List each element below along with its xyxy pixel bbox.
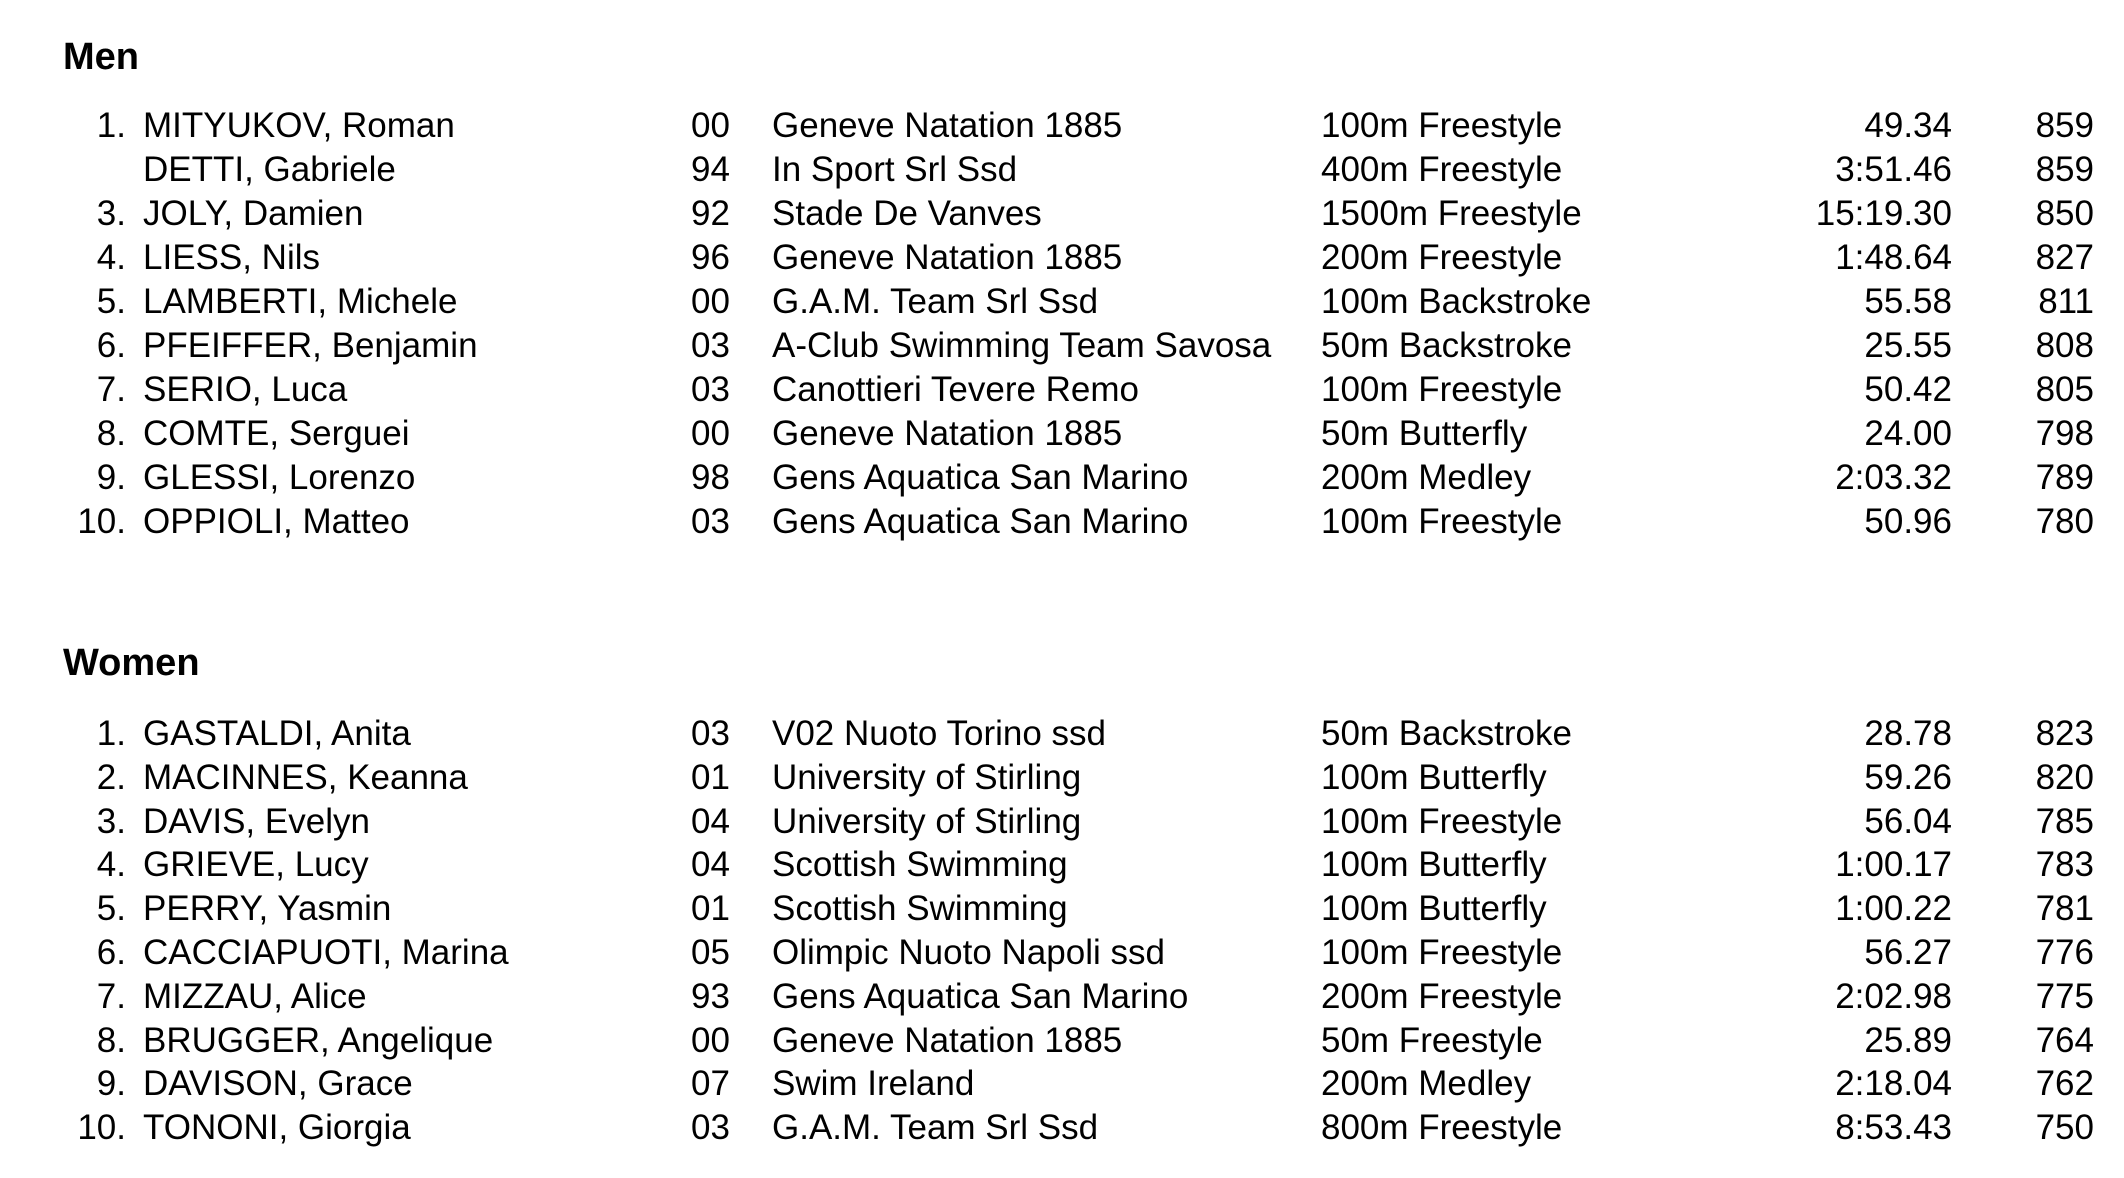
event-cell: 200m Freestyle	[1321, 976, 1563, 1016]
rank-cell: 6.	[96, 932, 126, 972]
points-cell: 820	[2035, 757, 2094, 797]
result-row	[0, 148, 2124, 192]
result-row	[0, 500, 2124, 544]
points-cell: 798	[2035, 414, 2094, 453]
points-cell: 805	[2035, 370, 2094, 409]
rank-cell: 9.	[96, 458, 126, 497]
swimmer-name-cell: DETTI, Gabriele	[143, 150, 396, 189]
swimmer-name-cell: GRIEVE, Lucy	[143, 845, 369, 885]
club-cell: University of Stirling	[772, 757, 1082, 797]
swimmer-name-cell: LIESS, Nils	[143, 238, 320, 277]
time-cell: 24.00	[1864, 414, 1952, 453]
birth-year-cell: 01	[691, 757, 730, 797]
event-cell: 100m Freestyle	[1321, 801, 1563, 841]
club-cell: Scottish Swimming	[772, 845, 1068, 885]
result-row	[0, 800, 2124, 844]
result-row	[0, 843, 2124, 887]
club-cell: Gens Aquatica San Marino	[772, 458, 1189, 497]
club-cell: Olimpic Nuoto Napoli ssd	[772, 932, 1165, 972]
time-cell: 15:19.30	[1815, 194, 1952, 233]
result-row	[0, 412, 2124, 456]
points-cell: 750	[2035, 1108, 2094, 1148]
rank-cell: 10.	[77, 1108, 126, 1148]
time-cell: 50.96	[1864, 502, 1952, 541]
club-cell: University of Stirling	[772, 801, 1082, 841]
swimmer-name-cell: PERRY, Yasmin	[143, 889, 392, 929]
time-cell: 49.34	[1864, 106, 1952, 145]
club-cell: Geneve Natation 1885	[772, 106, 1123, 145]
club-cell: Geneve Natation 1885	[772, 414, 1123, 453]
time-cell: 59.26	[1864, 757, 1952, 797]
event-cell: 200m Medley	[1321, 458, 1532, 497]
birth-year-cell: 00	[691, 106, 730, 145]
swimmer-name-cell: CACCIAPUOTI, Marina	[143, 932, 509, 972]
birth-year-cell: 03	[691, 714, 730, 753]
result-row	[0, 1062, 2124, 1106]
result-row	[0, 456, 2124, 500]
time-cell: 2:03.32	[1835, 458, 1952, 497]
rank-cell: 8.	[96, 414, 126, 453]
time-cell: 8:53.43	[1835, 1108, 1952, 1148]
birth-year-cell: 00	[691, 282, 730, 321]
points-cell: 850	[2035, 194, 2094, 233]
club-cell: V02 Nuoto Torino ssd	[772, 714, 1107, 753]
points-cell: 775	[2035, 976, 2094, 1016]
result-row	[0, 931, 2124, 975]
swimmer-name-cell: MITYUKOV, Roman	[143, 106, 455, 145]
time-cell: 56.04	[1864, 801, 1952, 841]
event-cell: 50m Backstroke	[1321, 714, 1572, 753]
swimmer-name-cell: DAVISON, Grace	[143, 1064, 413, 1104]
birth-year-cell: 96	[691, 238, 730, 277]
club-cell: Gens Aquatica San Marino	[772, 502, 1189, 541]
time-cell: 28.78	[1864, 714, 1952, 753]
swimmer-name-cell: DAVIS, Evelyn	[143, 801, 370, 841]
points-cell: 811	[2038, 282, 2094, 321]
points-cell: 859	[2035, 150, 2094, 189]
event-cell: 100m Butterfly	[1321, 845, 1547, 885]
event-cell: 50m Backstroke	[1321, 326, 1572, 365]
rank-cell: 1.	[96, 106, 126, 145]
points-cell: 808	[2035, 326, 2094, 365]
club-cell: G.A.M. Team Srl Ssd	[772, 1108, 1099, 1148]
result-row	[0, 756, 2124, 800]
rank-cell: 1.	[96, 714, 126, 753]
points-cell: 859	[2035, 106, 2094, 145]
points-cell: 780	[2035, 502, 2094, 541]
birth-year-cell: 92	[691, 194, 730, 233]
swimmer-name-cell: LAMBERTI, Michele	[143, 282, 458, 321]
rank-cell: 8.	[96, 1020, 126, 1060]
swimmer-name-cell: BRUGGER, Angelique	[143, 1020, 494, 1060]
event-cell: 100m Freestyle	[1321, 106, 1563, 145]
birth-year-cell: 03	[691, 502, 730, 541]
swimmer-name-cell: MACINNES, Keanna	[143, 757, 468, 797]
time-cell: 25.89	[1864, 1020, 1952, 1060]
event-cell: 400m Freestyle	[1321, 150, 1563, 189]
time-cell: 50.42	[1864, 370, 1952, 409]
birth-year-cell: 01	[691, 889, 730, 929]
club-cell: G.A.M. Team Srl Ssd	[772, 282, 1099, 321]
swimmer-name-cell: PFEIFFER, Benjamin	[143, 326, 478, 365]
club-cell: Canottieri Tevere Remo	[772, 370, 1140, 409]
rank-cell: 4.	[96, 238, 126, 277]
time-cell: 2:02.98	[1835, 976, 1952, 1016]
event-cell: 200m Freestyle	[1321, 238, 1563, 277]
points-cell: 776	[2035, 932, 2094, 972]
result-row	[0, 368, 2124, 412]
points-cell: 785	[2035, 801, 2094, 841]
time-cell: 25.55	[1864, 326, 1952, 365]
event-cell: 100m Freestyle	[1321, 932, 1563, 972]
points-cell: 823	[2035, 714, 2094, 753]
swimmer-name-cell: SERIO, Luca	[143, 370, 348, 409]
swimmer-name-cell: GASTALDI, Anita	[143, 714, 411, 753]
result-row	[0, 236, 2124, 280]
club-cell: Stade De Vanves	[772, 194, 1042, 233]
rank-cell: 7.	[96, 976, 126, 1016]
men-section-title: Men	[63, 36, 139, 78]
club-cell: Scottish Swimming	[772, 889, 1068, 929]
rank-cell: 3.	[96, 194, 126, 233]
women-section-title: Women	[63, 642, 200, 684]
swimmer-name-cell: MIZZAU, Alice	[143, 976, 367, 1016]
club-cell: Swim Ireland	[772, 1064, 975, 1104]
points-cell: 762	[2035, 1064, 2094, 1104]
rank-cell: 4.	[96, 845, 126, 885]
rank-cell: 10.	[77, 502, 126, 541]
rank-cell: 5.	[96, 889, 126, 929]
swimmer-name-cell: TONONI, Giorgia	[143, 1108, 411, 1148]
result-row	[0, 1019, 2124, 1063]
event-cell: 100m Freestyle	[1321, 502, 1563, 541]
birth-year-cell: 03	[691, 326, 730, 365]
club-cell: Gens Aquatica San Marino	[772, 976, 1189, 1016]
time-cell: 3:51.46	[1835, 150, 1952, 189]
result-row	[0, 887, 2124, 931]
birth-year-cell: 05	[691, 932, 730, 972]
result-row	[0, 280, 2124, 324]
event-cell: 100m Backstroke	[1321, 282, 1592, 321]
rank-cell: 5.	[96, 282, 126, 321]
result-row	[0, 1106, 2124, 1150]
points-cell: 789	[2035, 458, 2094, 497]
result-row	[0, 324, 2124, 368]
club-cell: A-Club Swimming Team Savosa	[772, 326, 1272, 365]
birth-year-cell: 03	[691, 1108, 730, 1148]
club-cell: Geneve Natation 1885	[772, 238, 1123, 277]
event-cell: 100m Butterfly	[1321, 757, 1547, 797]
result-row	[0, 712, 2124, 756]
event-cell: 1500m Freestyle	[1321, 194, 1582, 233]
birth-year-cell: 93	[691, 976, 730, 1016]
time-cell: 1:00.22	[1835, 889, 1952, 929]
event-cell: 100m Butterfly	[1321, 889, 1547, 929]
rank-cell: 6.	[96, 326, 126, 365]
women-results-list	[0, 712, 2124, 1150]
birth-year-cell: 03	[691, 370, 730, 409]
event-cell: 800m Freestyle	[1321, 1108, 1563, 1148]
men-results-list	[0, 104, 2124, 544]
points-cell: 827	[2035, 238, 2094, 277]
rank-cell: 2.	[96, 757, 126, 797]
result-row	[0, 192, 2124, 236]
rank-cell: 7.	[96, 370, 126, 409]
swimmer-name-cell: JOLY, Damien	[143, 194, 364, 233]
points-cell: 783	[2035, 845, 2094, 885]
points-cell: 764	[2035, 1020, 2094, 1060]
points-cell: 781	[2035, 889, 2094, 929]
birth-year-cell: 00	[691, 1020, 730, 1060]
birth-year-cell: 04	[691, 845, 730, 885]
club-cell: In Sport Srl Ssd	[772, 150, 1018, 189]
time-cell: 55.58	[1864, 282, 1952, 321]
swimmer-name-cell: OPPIOLI, Matteo	[143, 502, 410, 541]
time-cell: 1:48.64	[1835, 238, 1952, 277]
birth-year-cell: 07	[691, 1064, 730, 1104]
event-cell: 100m Freestyle	[1321, 370, 1563, 409]
result-row	[0, 104, 2124, 148]
birth-year-cell: 94	[691, 150, 730, 189]
time-cell: 1:00.17	[1835, 845, 1952, 885]
club-cell: Geneve Natation 1885	[772, 1020, 1123, 1060]
rank-cell: 3.	[96, 801, 126, 841]
rank-cell: 9.	[96, 1064, 126, 1104]
swimmer-name-cell: COMTE, Serguei	[143, 414, 410, 453]
event-cell: 200m Medley	[1321, 1064, 1532, 1104]
result-row	[0, 975, 2124, 1019]
birth-year-cell: 00	[691, 414, 730, 453]
birth-year-cell: 04	[691, 801, 730, 841]
time-cell: 2:18.04	[1835, 1064, 1952, 1104]
birth-year-cell: 98	[691, 458, 730, 497]
event-cell: 50m Freestyle	[1321, 1020, 1543, 1060]
time-cell: 56.27	[1864, 932, 1952, 972]
swimmer-name-cell: GLESSI, Lorenzo	[143, 458, 416, 497]
event-cell: 50m Butterfly	[1321, 414, 1528, 453]
